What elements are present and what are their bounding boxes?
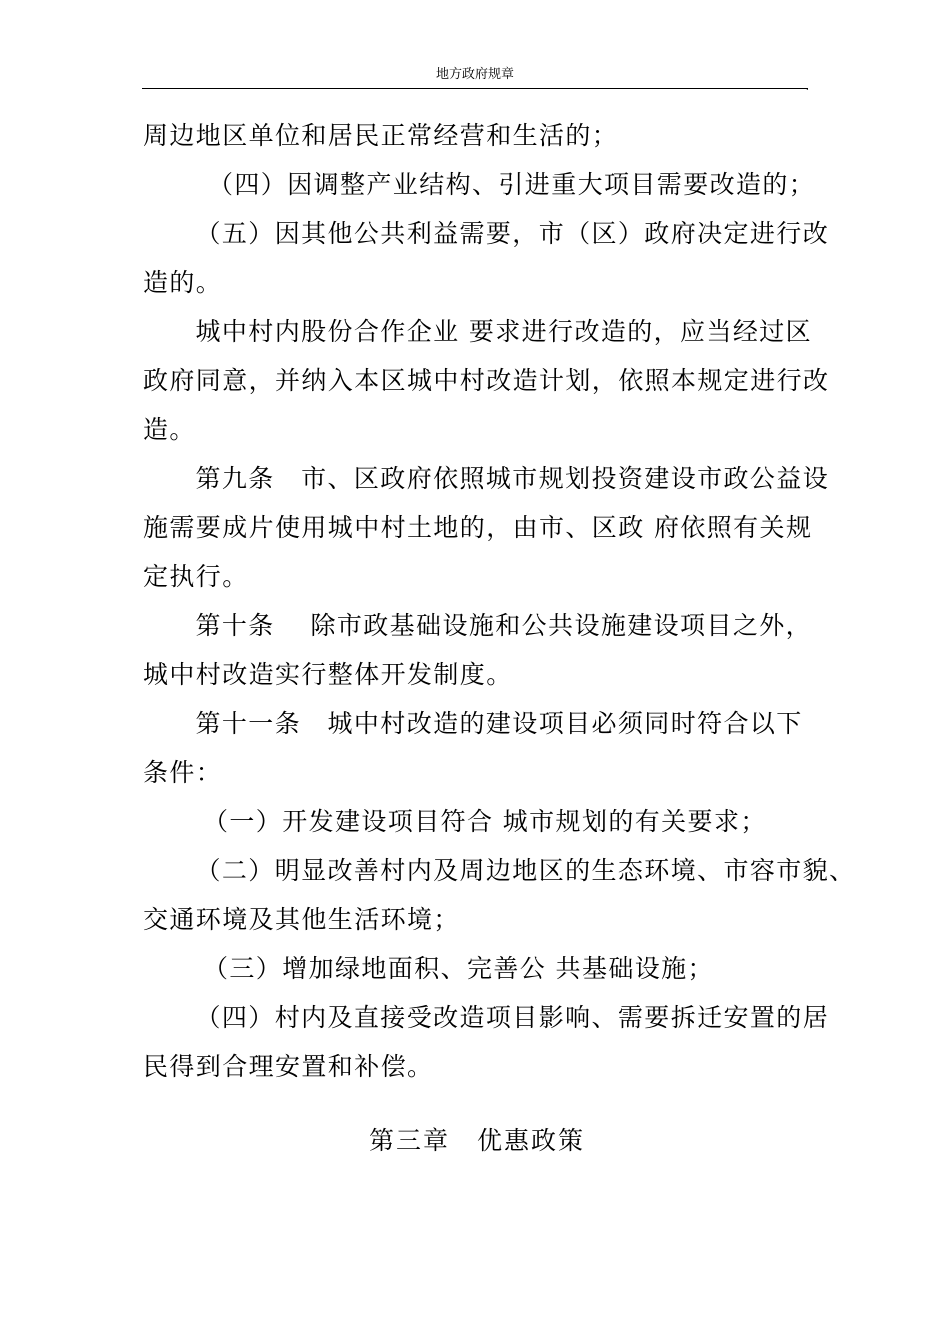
text-line: 造。 bbox=[143, 415, 196, 444]
text-line: 周边地区单位和居民正常经营和生活的； bbox=[143, 121, 619, 150]
text-line: 施需要成片使用城中村土地的，由市、区政 府依照有关规 bbox=[143, 513, 813, 542]
text-line: 第十一条 城中村改造的建设项目必须同时符合以下 bbox=[195, 709, 803, 738]
header-rule bbox=[142, 88, 808, 89]
header-mark: . bbox=[806, 83, 809, 92]
text-line: 造的。 bbox=[143, 268, 223, 297]
document-body bbox=[143, 111, 856, 1165]
text-line: 政府同意，并纳入本区城中村改造计划，依照本规定进行改 bbox=[143, 366, 830, 395]
text-line: 第十条 除市政基础设施和公共设施建设项目之外， bbox=[195, 611, 813, 640]
text-line: 交通环境及其他生活环境； bbox=[143, 905, 460, 934]
text-line: 定执行。 bbox=[143, 562, 249, 591]
text-line: （三）增加绿地面积、完善公 共基础设施； bbox=[203, 954, 714, 983]
page-header-title: 地方政府规章 bbox=[435, 67, 514, 82]
text-line: 民得到合理安置和补偿。 bbox=[143, 1052, 434, 1081]
text-line: 条件： bbox=[143, 758, 223, 787]
text-line: （二）明显改善村内及周边地区的生态环境、市容市貌、 bbox=[195, 856, 856, 885]
text-line: 城中村内股份合作企业 要求进行改造的，应当经过区 bbox=[195, 317, 813, 346]
text-line: 第九条 市、区政府依照城市规划投资建设市政公益设 bbox=[195, 464, 830, 493]
text-line: （五）因其他公共利益需要，市（区）政府决定进行改 bbox=[195, 219, 830, 248]
text-line: （四）村内及直接受改造项目影响、需要拆迁安置的居 bbox=[195, 1003, 830, 1032]
text-line: 城中村改造实行整体开发制度。 bbox=[143, 660, 513, 689]
text-line: （四）因调整产业结构、引进重大项目需要改造的； bbox=[208, 170, 816, 199]
chapter-heading: 第三章 优惠政策 bbox=[368, 1126, 585, 1155]
text-line: （一）开发建设项目符合 城市规划的有关要求； bbox=[203, 807, 767, 836]
